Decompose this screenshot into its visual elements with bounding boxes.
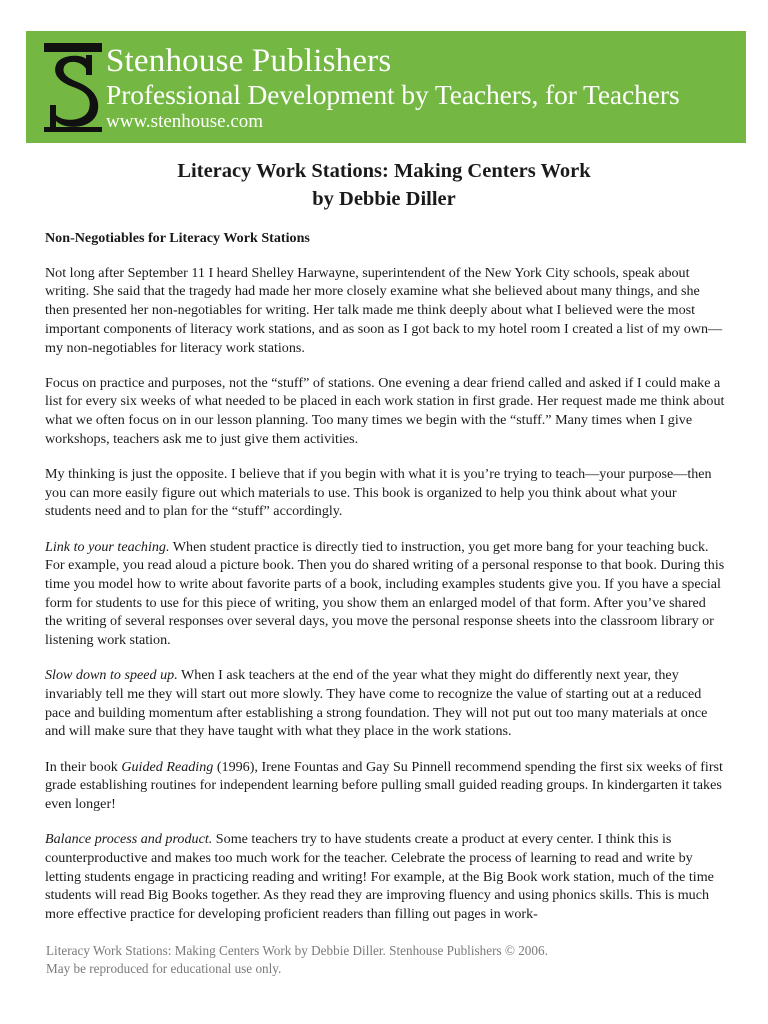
paragraph-text: (1996), Irene Fountas and Gay Su Pinnell recommend spending the first six weeks of first grade establishing routines for independent learning before pulling small guided reading groups. In kindergarten it takes even longer! xyxy=(45,758,723,813)
body-paragraph xyxy=(45,264,725,358)
paragraph-lead: Slow down to speed up. xyxy=(45,667,178,684)
footer-citation: Literacy Work Stations: Making Centers Work by Debbie Diller. Stenhouse Publishers © 2006. xyxy=(46,943,548,958)
document-body xyxy=(45,229,725,940)
paragraph-text: My thinking is just the opposite. I believe that if you begin with what it is you’re trying to teach—your purpose—then you can more easily figure out which materials to use. This book is organized to help you think about what your students need and to plan for the “stuff” accordingly. xyxy=(45,466,712,520)
book-title: Guided Reading xyxy=(121,758,214,775)
publisher-tagline: Professional Development by Teachers, for Teachers xyxy=(106,79,680,110)
document-title-block xyxy=(0,157,768,213)
stenhouse-s-logo-icon xyxy=(42,41,104,133)
section-heading: Non-Negotiables for Literacy Work Stations xyxy=(45,230,310,246)
page-footer xyxy=(46,942,726,978)
document-byline: by Debbie Diller xyxy=(312,188,456,210)
body-paragraph xyxy=(45,758,725,814)
paragraph-text: When I ask teachers at the end of the year what they might do differently next year, they invariably tell me they will start out more slowly. They have come to recognize the value of starting out at a reduced pace and building momentum after establishing a strong foundation. They will not put out too many materials at once and will make sure that they have taught with what they place in the work stations. xyxy=(45,667,708,740)
document-title: Literacy Work Stations: Making Centers Work xyxy=(177,160,591,182)
paragraph-lead: Link to your teaching. xyxy=(45,538,170,555)
paragraph-text: In their book xyxy=(45,758,122,775)
paragraph-text: When student practice is directly tied to instruction, you get more bang for your teaching buck. For example, you read aloud a picture book. Then you do shared writing of a personal response to that book. During this time you model how to write about favorite parts of a book, including examples students give you. If you have a special form for students to use for this piece of writing, you show them an enlarged model of that form. After you’ve shared the writing of several responses over several days, you move the personal response sheets into the classroom library or listening work station. xyxy=(45,538,725,649)
body-paragraph xyxy=(45,374,725,449)
paragraph-text: Not long after September 11 I heard Shelley Harwayne, superintendent of the New York City schools, speak about writing. She said that the tragedy had made her more closely examine what she believed about many things, and she then presented her non-negotiables for writing. Her talk made me think deeply about what I believed were the most important components of literacy work stations, and as soon as I got back to my hotel room I created a list of my own—my non-negotiables for literacy work stations. xyxy=(45,264,723,356)
body-paragraph xyxy=(45,830,725,924)
body-paragraph xyxy=(45,666,725,741)
publisher-banner xyxy=(26,31,746,143)
body-paragraph xyxy=(45,465,725,521)
body-paragraph xyxy=(45,538,725,650)
paragraph-text: Focus on practice and purposes, not the “stuff” of stations. One evening a dear friend called and asked if I could make a list for every six weeks of what needed to be placed in each work station in first grade. Her request made me think about what we often focus on in our lesson planning. Too many times we begin with the “stuff.” Many times when I give workshops, teachers ask me to just give them activities. xyxy=(45,374,725,447)
paragraph-text: Some teachers try to have students create a product at every center. I think this is counterproductive and makes too much work for the teacher. Celebrate the process of learning to read and write by letting students engage in practicing reading and writing! For example, at the Big Book work station, much of the time students will read Big Books together. As they read they are improving fluency and using phonics skills. This is much more effective practice for developing proficient readers than filling out pages in work- xyxy=(45,831,714,923)
publisher-name: Stenhouse Publishers xyxy=(106,43,392,79)
footer-permission: May be reproduced for educational use only. xyxy=(46,961,282,976)
banner-text xyxy=(106,43,742,133)
publisher-website: www.stenhouse.com xyxy=(106,111,264,132)
paragraph-lead: Balance process and product. xyxy=(45,831,213,848)
